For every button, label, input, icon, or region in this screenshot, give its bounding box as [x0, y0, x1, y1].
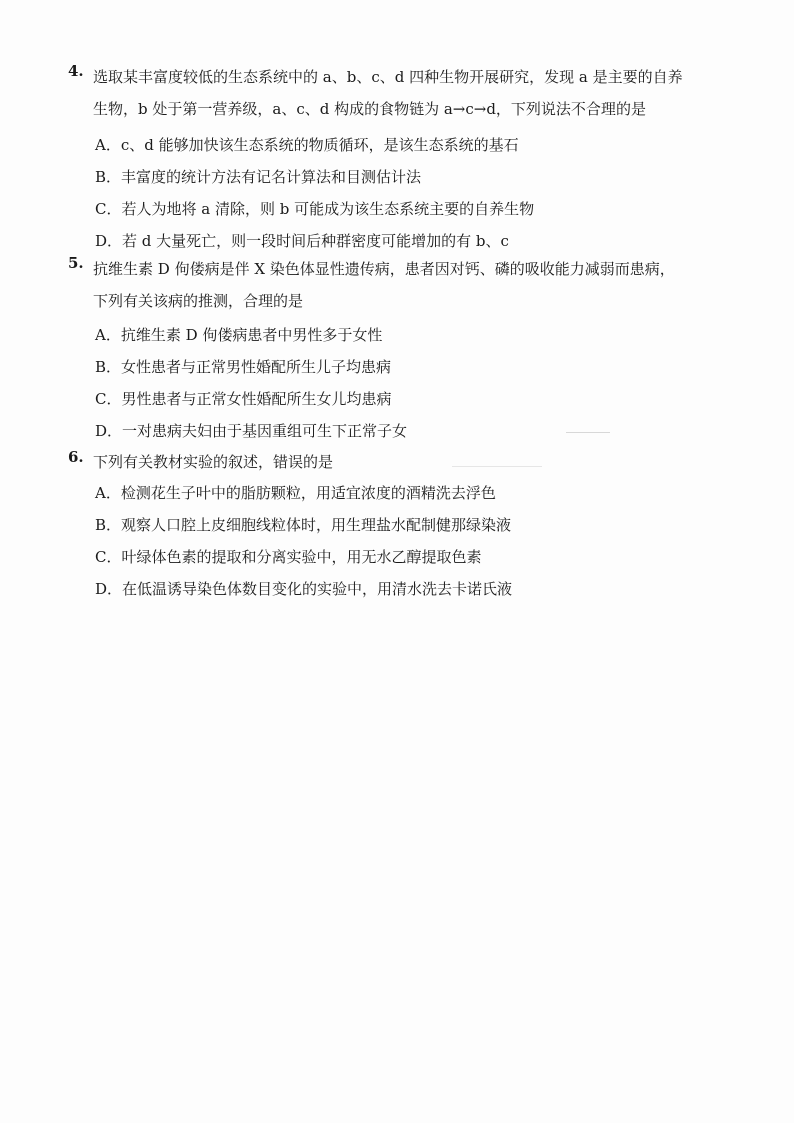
option-b: B．观察人口腔上皮细胞线粒体时，用生理盐水配制健那绿染液: [95, 516, 512, 534]
question-stem-line: 生物，b 处于第一营养级，a、c、d 构成的食物链为 a→c→d，下列说法不合理的是: [93, 100, 646, 118]
question-number: 5.: [68, 254, 84, 272]
option-a: A．c、d 能够加快该生态系统的物质循环，是该生态系统的基石: [95, 136, 519, 154]
option-d: D．在低温诱导染色体数目变化的实验中，用清水洗去卡诺氏液: [95, 580, 513, 598]
question-stem-line: 下列有关该病的推测，合理的是: [93, 292, 304, 310]
option-c: C．若人为地将 a 清除，则 b 可能成为该生态系统主要的自养生物: [95, 200, 535, 218]
question-stem-line: 选取某丰富度较低的生态系统中的 a、b、c、d 四种生物开展研究，发现 a 是主要的自养: [93, 68, 683, 86]
option-d: D．一对患病夫妇由于基因重组可生下正常子女: [95, 422, 408, 440]
option-d: D．若 d 大量死亡，则一段时间后种群密度可能增加的有 b、c: [95, 232, 509, 250]
option-b: B．丰富度的统计方法有记名计算法和目测估计法: [95, 168, 422, 186]
scan-mark: [566, 432, 610, 433]
question-number: 6.: [68, 448, 84, 466]
option-c: C．男性患者与正常女性婚配所生女儿均患病: [95, 390, 392, 408]
scan-mark: [452, 466, 542, 467]
question-stem-line: 下列有关教材实验的叙述，错误的是: [93, 453, 334, 471]
option-a: A．抗维生素 D 佝偻病患者中男性多于女性: [95, 326, 383, 344]
question-number: 4.: [68, 62, 84, 80]
question-stem-line: 抗维生素 D 佝偻病是伴 X 染色体显性遗传病，患者因对钙、磷的吸收能力减弱而患病，: [93, 260, 675, 278]
option-c: C．叶绿体色素的提取和分离实验中，用无水乙醇提取色素: [95, 548, 482, 566]
option-b: B．女性患者与正常男性婚配所生儿子均患病: [95, 358, 392, 376]
option-a: A．检测花生子叶中的脂肪颗粒，用适宜浓度的酒精洗去浮色: [95, 484, 496, 502]
